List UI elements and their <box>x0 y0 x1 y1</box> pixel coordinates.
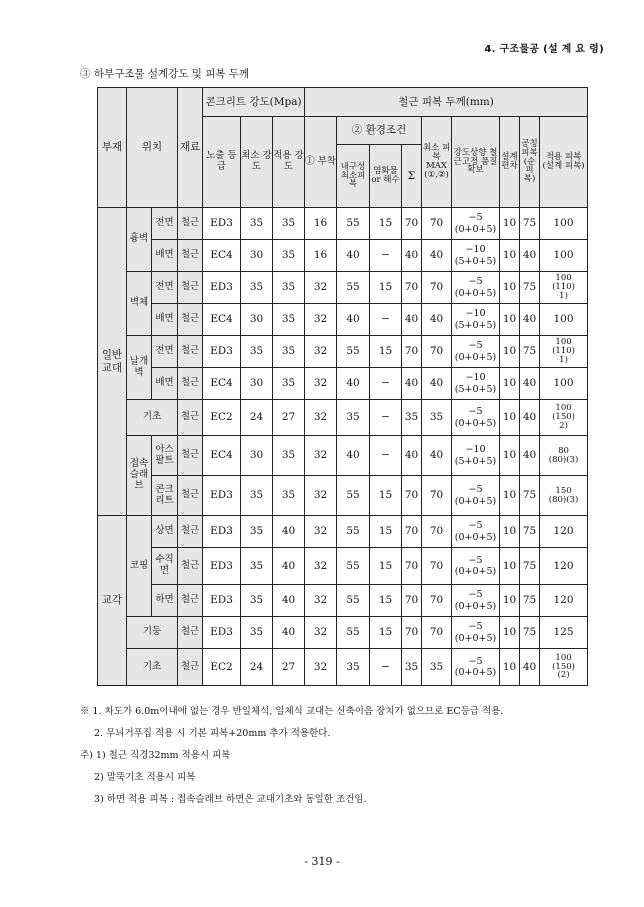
durability-cell: 55 <box>337 272 370 304</box>
durability-cell: 40 <box>337 368 370 400</box>
salt-cell: 15 <box>370 585 402 617</box>
sq-value: −5 <box>468 621 483 633</box>
material-cell: 철근 <box>178 400 203 436</box>
table-row <box>98 476 588 516</box>
footnote-1: 주) 1) 철근 직경32mm 적용시 피복 <box>80 750 231 761</box>
cover-alt: (80) <box>548 494 567 505</box>
max-cell: 40 <box>422 304 452 336</box>
min-strength-cell: 35 <box>241 208 273 240</box>
sq-value: −5 <box>468 655 483 667</box>
material-cell: 철근 <box>178 436 203 476</box>
applied-strength-cell: 40 <box>273 516 305 548</box>
sum-cell: 35 <box>402 649 422 686</box>
location-wall: 벽체 <box>127 272 152 336</box>
durability-cell: 55 <box>337 336 370 368</box>
salt-cell: 15 <box>370 516 402 548</box>
strength-quality-cell <box>452 368 500 400</box>
max-cell: 70 <box>422 272 452 304</box>
header-member: 부재 <box>98 88 127 208</box>
header-strength-quality: 강도상향 철근고정 품질확보 <box>452 117 500 208</box>
strength-quality-cell <box>452 272 500 304</box>
durability-cell: 35 <box>337 400 370 436</box>
material-cell: 철근 <box>178 368 203 400</box>
cover-value: 150 <box>555 485 572 496</box>
min-strength-cell: 35 <box>241 617 273 649</box>
bond-cell: 16 <box>305 208 337 240</box>
location-breast-wall: 흉벽 <box>127 208 152 272</box>
max-cell: 40 <box>422 368 452 400</box>
cover-value: 100 <box>555 403 572 414</box>
sum-cell: 35 <box>402 400 422 436</box>
deviation-cell: 10 <box>500 476 520 516</box>
material-cell: 철근 <box>178 304 203 336</box>
bond-cell: 32 <box>305 585 337 617</box>
applied-strength-cell: 35 <box>273 336 305 368</box>
min-strength-cell: 35 <box>241 516 273 548</box>
footnote-2: 2) 말뚝기초 적용시 피복 <box>94 772 196 783</box>
bond-cell: 32 <box>305 304 337 336</box>
max-cell: 35 <box>422 649 452 686</box>
applied-strength-cell: 40 <box>273 617 305 649</box>
sq-value: −5 <box>468 406 483 418</box>
header-material: 재료 <box>178 88 203 208</box>
sq-value: −5 <box>468 589 483 601</box>
sq-detail: (0+0+5) <box>454 417 497 429</box>
sq-detail: (0+0+5) <box>454 495 497 507</box>
exposure-cell: EC4 <box>203 304 241 336</box>
applied-cover-cell: 120 <box>540 548 588 585</box>
nominal-cell: 40 <box>520 240 540 272</box>
sq-detail: (0+0+5) <box>454 351 497 363</box>
min-strength-cell: 35 <box>241 336 273 368</box>
bond-cell: 32 <box>305 272 337 304</box>
design-strength-cover-table <box>97 87 588 686</box>
max-cell: 70 <box>422 617 452 649</box>
sq-value: −10 <box>465 244 486 256</box>
sq-value: −5 <box>468 520 483 532</box>
sum-cell: 70 <box>402 617 422 649</box>
min-strength-cell: 30 <box>241 304 273 336</box>
max-cell: 70 <box>422 336 452 368</box>
min-strength-cell: 35 <box>241 272 273 304</box>
header-chloride-seawater: 염화물 or 해수 <box>370 145 402 208</box>
note-1: ※ 1. 차도가 6.0m이내에 없는 경우 반일체식, 일체식 교대는 신축이음 장치가 없으므로 EC등급 적용. <box>80 706 504 717</box>
nominal-cell: 75 <box>520 208 540 240</box>
sub-location: 전면 <box>152 336 178 368</box>
strength-quality-cell <box>452 585 500 617</box>
applied-cover-cell <box>540 400 588 436</box>
deviation-cell: 10 <box>500 208 520 240</box>
cover-alt: (150) <box>552 412 575 423</box>
note-2: 2. 무늬거푸집 적용 시 기본 피복+20mm 추가 적용한다. <box>94 728 331 739</box>
sum-cell: 70 <box>402 585 422 617</box>
applied-cover-cell: 100 <box>540 208 588 240</box>
location-coping: 코핑 <box>127 516 152 617</box>
cover-footnote: (2) <box>557 670 570 681</box>
sum-cell: 40 <box>402 304 422 336</box>
min-strength-cell: 35 <box>241 476 273 516</box>
sq-value: −5 <box>468 276 483 288</box>
applied-strength-cell: 35 <box>273 240 305 272</box>
strength-quality-cell <box>452 208 500 240</box>
sq-value: −10 <box>465 372 486 384</box>
location-approach-slab: 접속 슬래브 <box>127 436 152 516</box>
strength-quality-cell <box>452 516 500 548</box>
bond-cell: 32 <box>305 649 337 686</box>
applied-cover-cell <box>540 272 588 304</box>
header-location: 위치 <box>127 88 178 208</box>
sq-value: −5 <box>468 554 483 566</box>
header-bond: ① 부착 <box>305 117 337 208</box>
durability-cell: 40 <box>337 304 370 336</box>
cover-footnote: (3) <box>566 494 579 505</box>
max-cell: 70 <box>422 476 452 516</box>
nominal-cell: 75 <box>520 272 540 304</box>
deviation-cell: 10 <box>500 400 520 436</box>
applied-strength-cell: 35 <box>273 436 305 476</box>
header-min-cover-max: 최소 피복 MAX (①,②) <box>422 117 452 208</box>
salt-cell: − <box>370 400 402 436</box>
table-row <box>98 240 588 272</box>
salt-cell: − <box>370 436 402 476</box>
exposure-cell: ED3 <box>203 208 241 240</box>
sq-detail: (5+0+5) <box>454 455 497 467</box>
location-footing: 기초 <box>127 400 178 436</box>
table-row <box>98 436 588 476</box>
bond-cell: 32 <box>305 476 337 516</box>
cover-value: 100 <box>555 652 572 663</box>
material-cell: 철근 <box>178 208 203 240</box>
cover-alt: (80) <box>548 454 567 465</box>
strength-quality-cell <box>452 336 500 368</box>
durability-cell: 55 <box>337 617 370 649</box>
table-notes <box>80 701 503 811</box>
header-durability-min-cover: 내구성 최소피복 <box>337 145 370 208</box>
sub-location: 하면 <box>152 585 178 617</box>
table-row <box>98 400 588 436</box>
nominal-cell: 40 <box>520 304 540 336</box>
min-strength-cell: 24 <box>241 400 273 436</box>
cover-alt: (150) <box>552 661 575 672</box>
header-applied-cover: 적용 피복 (설계 피복) <box>540 117 588 208</box>
max-cell: 40 <box>422 436 452 476</box>
cover-footnote: (3) <box>566 454 579 465</box>
sub-location: 수직면 <box>152 548 178 585</box>
sum-cell: 70 <box>402 208 422 240</box>
sub-location: 배면 <box>152 368 178 400</box>
exposure-cell: ED3 <box>203 272 241 304</box>
bond-cell: 32 <box>305 368 337 400</box>
header-sigma: Σ <box>402 145 422 208</box>
salt-cell: 15 <box>370 272 402 304</box>
applied-cover-cell <box>540 436 588 476</box>
exposure-cell: ED3 <box>203 516 241 548</box>
applied-cover-cell <box>540 336 588 368</box>
applied-strength-cell: 35 <box>273 476 305 516</box>
nominal-cell: 75 <box>520 617 540 649</box>
nominal-cell: 40 <box>520 436 540 476</box>
sum-cell: 70 <box>402 548 422 585</box>
deviation-cell: 10 <box>500 240 520 272</box>
nominal-cell: 40 <box>520 368 540 400</box>
group-general-abutment: 일반 교대 <box>98 208 127 516</box>
deviation-cell: 10 <box>500 548 520 585</box>
bond-cell: 32 <box>305 548 337 585</box>
material-cell: 철근 <box>178 516 203 548</box>
bond-cell: 32 <box>305 436 337 476</box>
table-row <box>98 368 588 400</box>
sum-cell: 40 <box>402 240 422 272</box>
sub-location: 아스팔트 <box>152 436 178 476</box>
sq-detail: (0+0+5) <box>454 531 497 543</box>
header-row-1 <box>98 88 588 117</box>
durability-cell: 55 <box>337 208 370 240</box>
location-column: 기둥 <box>127 617 178 649</box>
sq-detail: (0+0+5) <box>454 223 497 235</box>
cover-footnote: 2) <box>559 420 568 431</box>
table-row <box>98 649 588 686</box>
max-cell: 70 <box>422 516 452 548</box>
material-cell: 철근 <box>178 649 203 686</box>
sq-detail: (0+0+5) <box>454 632 497 644</box>
cover-alt: (110) <box>552 282 575 293</box>
salt-cell: − <box>370 649 402 686</box>
nominal-cell: 75 <box>520 516 540 548</box>
exposure-cell: EC2 <box>203 649 241 686</box>
deviation-cell: 10 <box>500 649 520 686</box>
section-title: ③ 하부구조물 설계강도 및 피복 두께 <box>80 68 250 80</box>
applied-cover-cell: 120 <box>540 516 588 548</box>
durability-cell: 35 <box>337 649 370 686</box>
exposure-cell: EC4 <box>203 436 241 476</box>
sub-location: 전면 <box>152 208 178 240</box>
strength-quality-cell <box>452 240 500 272</box>
header-cover-thickness: 철근 피복 두께(mm) <box>305 88 588 117</box>
deviation-cell: 10 <box>500 272 520 304</box>
deviation-cell: 10 <box>500 585 520 617</box>
material-cell: 철근 <box>178 240 203 272</box>
deviation-cell: 10 <box>500 516 520 548</box>
durability-cell: 55 <box>337 476 370 516</box>
table-row <box>98 208 588 240</box>
salt-cell: 15 <box>370 548 402 585</box>
bond-cell: 16 <box>305 240 337 272</box>
max-cell: 70 <box>422 208 452 240</box>
header-exposure-grade: 노출 등급 <box>203 117 241 208</box>
strength-quality-cell <box>452 400 500 436</box>
min-strength-cell: 30 <box>241 368 273 400</box>
strength-quality-cell <box>452 649 500 686</box>
applied-strength-cell: 27 <box>273 400 305 436</box>
salt-cell: 15 <box>370 336 402 368</box>
min-strength-cell: 24 <box>241 649 273 686</box>
sq-detail: (0+0+5) <box>454 667 497 678</box>
applied-strength-cell: 35 <box>273 368 305 400</box>
strength-quality-cell <box>452 476 500 516</box>
material-cell: 철근 <box>178 585 203 617</box>
applied-cover-cell: 100 <box>540 368 588 400</box>
table-row <box>98 585 588 617</box>
max-cell: 70 <box>422 585 452 617</box>
salt-cell: 15 <box>370 476 402 516</box>
table-row <box>98 548 588 585</box>
applied-cover-cell: 125 <box>540 617 588 649</box>
material-cell: 철근 <box>178 617 203 649</box>
material-cell: 철근 <box>178 336 203 368</box>
table-row <box>98 336 588 368</box>
min-strength-cell: 30 <box>241 436 273 476</box>
location-footing: 기초 <box>127 649 178 686</box>
salt-cell: 15 <box>370 208 402 240</box>
applied-strength-cell: 40 <box>273 548 305 585</box>
table-row <box>98 617 588 649</box>
nominal-cell: 75 <box>520 476 540 516</box>
sq-detail: (0+0+5) <box>454 600 497 612</box>
min-strength-cell: 35 <box>241 548 273 585</box>
header-applied-strength: 적용 강도 <box>273 117 305 208</box>
bond-cell: 32 <box>305 400 337 436</box>
sq-value: −5 <box>468 212 483 224</box>
applied-cover-cell: 120 <box>540 585 588 617</box>
deviation-cell: 10 <box>500 617 520 649</box>
applied-strength-cell: 35 <box>273 304 305 336</box>
sq-detail: (5+0+5) <box>454 383 497 395</box>
sq-detail: (0+0+5) <box>454 287 497 299</box>
bond-cell: 32 <box>305 617 337 649</box>
sq-value: −5 <box>468 340 483 352</box>
min-strength-cell: 30 <box>241 240 273 272</box>
nominal-cell: 40 <box>520 649 540 686</box>
running-header: 4. 구조물공 (설 계 요 령) <box>484 44 604 55</box>
min-strength-cell: 35 <box>241 585 273 617</box>
cover-value: 80 <box>558 445 569 456</box>
salt-cell: − <box>370 368 402 400</box>
cover-footnote: 1) <box>559 290 568 301</box>
exposure-cell: ED3 <box>203 476 241 516</box>
exposure-cell: ED3 <box>203 336 241 368</box>
cover-value: 100 <box>555 337 572 348</box>
cover-alt: (110) <box>552 346 575 357</box>
cover-footnote: 1) <box>559 354 568 365</box>
exposure-cell: EC2 <box>203 400 241 436</box>
sub-location: 배면 <box>152 240 178 272</box>
header-nominal-cover: 공칭 피복 (순피복) <box>520 117 540 208</box>
max-cell: 35 <box>422 400 452 436</box>
applied-cover-cell: 100 <box>540 304 588 336</box>
sum-cell: 70 <box>402 336 422 368</box>
header-concrete-strength: 콘크리트 강도(Mpa) <box>203 88 305 117</box>
nominal-cell: 40 <box>520 400 540 436</box>
header-environment: ② 환경조건 <box>337 117 422 145</box>
sq-detail: (0+0+5) <box>454 566 497 577</box>
applied-strength-cell: 40 <box>273 585 305 617</box>
header-design-deviation: 설계 편차 <box>500 117 520 208</box>
cover-value: 100 <box>555 273 572 284</box>
sub-location: 상면 <box>152 516 178 548</box>
exposure-cell: EC4 <box>203 368 241 400</box>
exposure-cell: ED3 <box>203 548 241 585</box>
durability-cell: 40 <box>337 436 370 476</box>
table-row <box>98 304 588 336</box>
nominal-cell: 75 <box>520 585 540 617</box>
sum-cell: 40 <box>402 368 422 400</box>
sum-cell: 70 <box>402 272 422 304</box>
applied-cover-cell: 100 <box>540 240 588 272</box>
material-cell: 철근 <box>178 476 203 516</box>
sum-cell: 40 <box>402 436 422 476</box>
applied-strength-cell: 35 <box>273 208 305 240</box>
sq-detail: (5+0+5) <box>454 255 497 267</box>
sum-cell: 70 <box>402 476 422 516</box>
table-row <box>98 272 588 304</box>
sub-location: 배면 <box>152 304 178 336</box>
footnote-3: 3) 하면 적용 피복 : 접속슬래브 하면은 교대기초와 동일한 조건임. <box>94 794 367 805</box>
table-row <box>98 516 588 548</box>
material-cell: 철근 <box>178 548 203 585</box>
strength-quality-cell <box>452 617 500 649</box>
deviation-cell: 10 <box>500 304 520 336</box>
bond-cell: 32 <box>305 336 337 368</box>
durability-cell: 40 <box>337 240 370 272</box>
durability-cell: 55 <box>337 516 370 548</box>
location-wing-wall: 날개벽 <box>127 336 152 400</box>
durability-cell: 55 <box>337 548 370 585</box>
sq-value: −10 <box>465 444 486 456</box>
applied-cover-cell <box>540 476 588 516</box>
nominal-cell: 75 <box>520 548 540 585</box>
page-number: - 319 - <box>304 855 340 868</box>
exposure-cell: EC4 <box>203 240 241 272</box>
max-cell: 40 <box>422 240 452 272</box>
bond-cell: 32 <box>305 516 337 548</box>
durability-cell: 55 <box>337 585 370 617</box>
applied-strength-cell: 27 <box>273 649 305 686</box>
sum-cell: 70 <box>402 516 422 548</box>
strength-quality-cell <box>452 548 500 585</box>
max-cell: 70 <box>422 548 452 585</box>
deviation-cell: 10 <box>500 436 520 476</box>
material-cell: 철근 <box>178 272 203 304</box>
sq-value: −5 <box>468 484 483 496</box>
group-pier: 교각 <box>98 516 127 686</box>
deviation-cell: 10 <box>500 336 520 368</box>
salt-cell: − <box>370 304 402 336</box>
strength-quality-cell <box>452 436 500 476</box>
sq-detail: (5+0+5) <box>454 319 497 331</box>
sub-location: 콘크리트 <box>152 476 178 516</box>
exposure-cell: ED3 <box>203 617 241 649</box>
applied-strength-cell: 35 <box>273 272 305 304</box>
nominal-cell: 75 <box>520 336 540 368</box>
sub-location: 전면 <box>152 272 178 304</box>
header-min-strength: 최소 강도 <box>241 117 273 208</box>
sq-value: −10 <box>465 308 486 320</box>
exposure-cell: ED3 <box>203 585 241 617</box>
deviation-cell: 10 <box>500 368 520 400</box>
salt-cell: − <box>370 240 402 272</box>
strength-quality-cell <box>452 304 500 336</box>
applied-cover-cell <box>540 649 588 686</box>
salt-cell: 15 <box>370 617 402 649</box>
